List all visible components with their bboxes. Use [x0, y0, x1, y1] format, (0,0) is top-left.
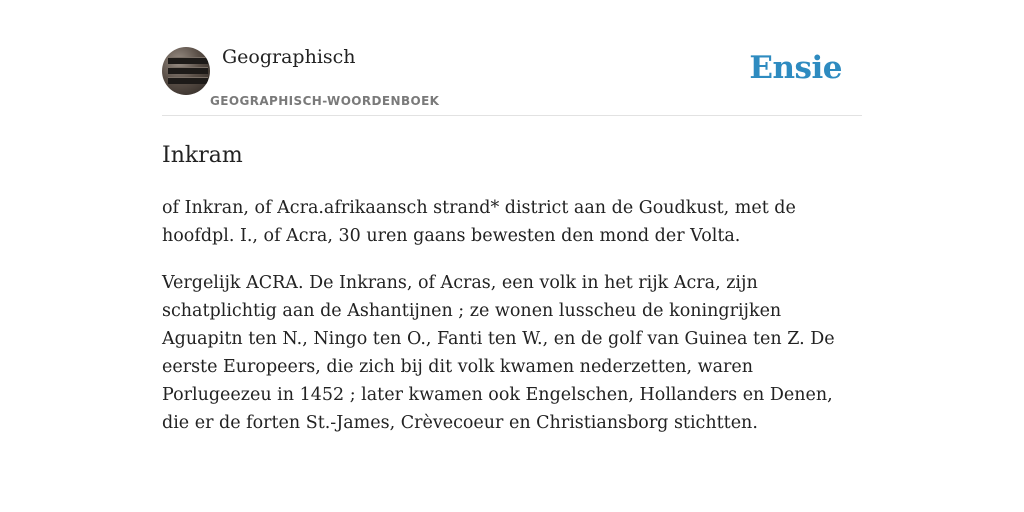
entry-paragraph: of Inkran, of Acra.afrikaansch strand* district aan de Goudkust, met de hoofdpl. I., of Acra, 30 uren gaans bewesten den mond der Volta. — [162, 198, 796, 246]
entry-title: Inkram — [162, 143, 243, 168]
entry-paragraph: Vergelijk ACRA. De Inkrans, of Acras, een volk in het rijk Acra, zijn schatplichtig aan de Ashantijnen ; ze wonen lusscheu de koningrijken Aguapitn ten N., Ningo ten O., Fanti ten W., en de golf van Guinea ten Z. De eerste Europeers, die zich bij dit volk kwamen nederzetten, waren Porlugeezeu in 1452 ; later kwamen ook Engelschen, Hollanders en Denen, die er de forten St.-James, Crèvecoeur en Christiansborg stichtten. — [162, 273, 835, 433]
source-avatar[interactable] — [162, 47, 210, 95]
book-spine-icon — [168, 77, 208, 84]
book-spine-icon — [168, 57, 208, 64]
source-header — [162, 0, 862, 116]
source-subtitle: GEOGRAPHISCH-WOORDENBOEK — [210, 94, 440, 108]
page — [162, 0, 862, 437]
source-title-link[interactable]: Geographisch — [222, 46, 356, 68]
book-spine-icon — [168, 67, 208, 74]
ensie-logo-link[interactable]: Ensie — [749, 50, 842, 86]
